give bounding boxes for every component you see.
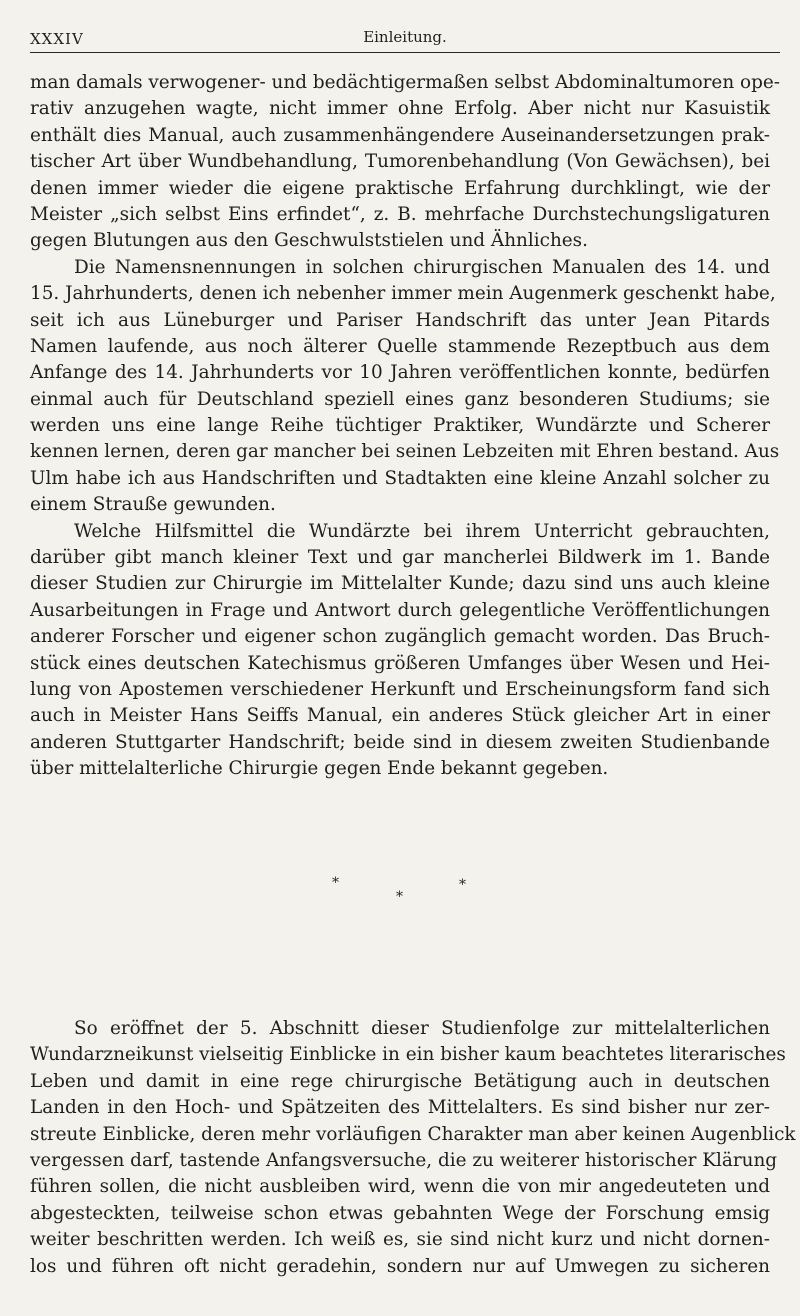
text-line: stück eines deutschen Katechismus größeren Umfanges über Wesen und Hei- [30, 652, 770, 674]
text-line: streute Einblicke, deren mehr vorläufigen Charakter man aber keinen Augenblick [30, 1123, 796, 1145]
separator-star: * [396, 889, 403, 905]
text-line: Ausarbeitungen in Frage und Antwort durch gelegentliche Veröffentlichungen [30, 599, 770, 621]
text-line: weiter beschritten werden. Ich weiß es, sie sind nicht kurz und nicht dornen- [30, 1229, 770, 1251]
text-block-upper [30, 70, 780, 783]
text-line: tischer Art über Wundbehandlung, Tumorenbehandlung (Von Gewächsen), bei [30, 151, 770, 173]
text-line: gegen Blutungen aus den Geschwulststielen und Ähnliches. [30, 230, 588, 252]
page-header [30, 24, 780, 53]
text-line: dieser Studien zur Chirurgie im Mittelalter Kunde; dazu sind uns auch kleine [30, 573, 770, 595]
text-line: einmal auch für Deutschland speziell eines ganz besonderen Studiums; sie [30, 388, 770, 410]
text-line: einem Strauße gewunden. [30, 494, 276, 516]
running-title: Einleitung. [363, 28, 447, 46]
text-line: Ulm habe ich aus Handschriften und Stadtakten eine kleine Anzahl solcher zu [30, 467, 770, 489]
text-line: anderen Stuttgarter Handschrift; beide sind in diesem zweiten Studienbande [30, 731, 770, 753]
text-line: werden uns eine lange Reihe tüchtiger Praktiker, Wundärzte und Scherer [30, 415, 770, 437]
text-line: man damals verwogener- und bedächtigermaßen selbst Abdominaltumoren ope- [30, 72, 780, 93]
text-line: Meister „sich selbst Eins erfindet“, z. B. mehrfache Durchstechungsligaturen [30, 203, 770, 225]
text-line: kennen lernen, deren gar mancher bei seinen Lebzeiten mit Ehren bestand. Aus [30, 441, 780, 463]
text-block-lower [30, 1016, 796, 1280]
text-line: seit ich aus Lüneburger und Pariser Handschrift das unter Jean Pitards [30, 309, 770, 331]
paragraph-start: So eröffnet der 5. Abschnitt dieser Studienfolge zur mittelalterlichen [74, 1018, 770, 1039]
section-separator [0, 872, 800, 912]
paragraph-start: Die Namensnennungen in solchen chirurgischen Manualen des 14. und [74, 256, 770, 278]
text-line: vergessen darf, tastende Anfangsversuche, die zu weiterer historischer Klärung [30, 1149, 778, 1171]
text-line: denen immer wieder die eigene praktische Erfahrung durchklingt, wie der [30, 177, 770, 199]
text-line: anderer Forscher und eigener schon zugänglich gemacht worden. Das Bruch- [30, 626, 770, 648]
text-line: auch in Meister Hans Seiffs Manual, ein anderes Stück gleicher Art in einer [30, 705, 770, 727]
text-line: los und führen oft nicht geradehin, sondern nur auf Umwegen zu sicheren [30, 1255, 770, 1277]
separator-star: * [332, 875, 339, 891]
text-line: lung von Apostemen verschiedener Herkunft und Erscheinungsform fand sich [30, 678, 770, 700]
page-number: XXXIV [30, 30, 84, 48]
text-line: führen sollen, die nicht ausbleiben wird, wenn die von mir angedeuteten und [30, 1176, 770, 1198]
text-line: Landen in den Hoch- und Spätzeiten des Mittelalters. Es sind bisher nur zer- [30, 1097, 770, 1119]
text-line: rativ anzugehen wagte, nicht immer ohne Erfolg. Aber nicht nur Kasuistik [30, 98, 770, 120]
text-line: über mittelalterliche Chirurgie gegen Ende bekannt gegeben. [30, 758, 609, 780]
text-line: darüber gibt manch kleiner Text und gar mancherlei Bildwerk im 1. Bande [30, 547, 770, 569]
paragraph-start: Welche Hilfsmittel die Wundärzte bei ihrem Unterricht gebrauchten, [74, 520, 770, 542]
text-line: Leben und damit in eine rege chirurgische Betätigung auch in deutschen [30, 1070, 770, 1092]
text-line: enthält dies Manual, auch zusammenhängendere Auseinandersetzungen prak- [30, 124, 770, 146]
separator-star: * [459, 877, 466, 893]
text-line: 15. Jahrhunderts, denen ich nebenher immer mein Augenmerk geschenkt habe, [30, 283, 776, 305]
text-line: Wundarzneikunst vielseitig Einblicke in ein bisher kaum beachtetes literarisches [30, 1044, 786, 1066]
text-line: Anfange des 14. Jahrhunderts vor 10 Jahren veröffentlichen konnte, bedürfen [30, 362, 770, 384]
text-line: Namen laufende, aus noch älterer Quelle stammende Rezeptbuch aus dem [30, 335, 770, 357]
text-line: abgesteckten, teilweise schon etwas gebahnten Wege der Forschung emsig [30, 1202, 770, 1224]
